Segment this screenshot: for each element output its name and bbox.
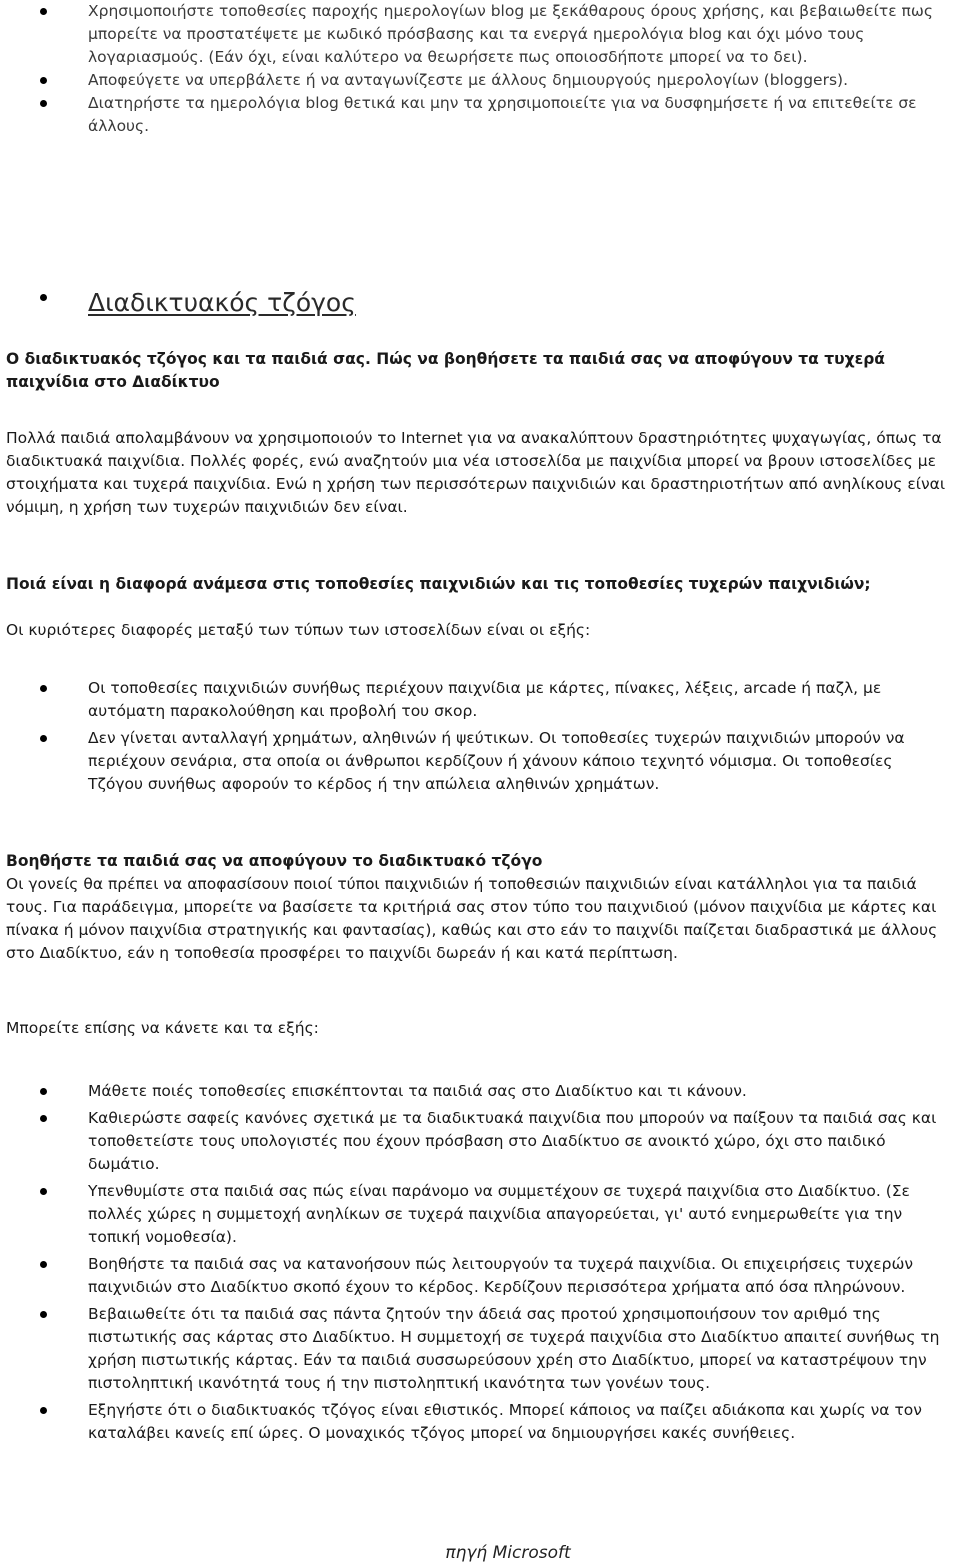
list-item [0,286,960,320]
list-item-text: Μάθετε ποιές τοποθεσίες επισκέπτονται τα παιδιά σας στο Διαδίκτυο και τι κάνουν. [88,1082,747,1100]
list-item-text: Βεβαιωθείτε ότι τα παιδιά σας πάντα ζητούν την άδειά σας προτού χρησιμοποιήσουν τον αριθμό της πιστωτικής σας κάρτας στο Διαδίκτυο. Η συμμετοχή σε τυχερά παιχνίδια στο Διαδίκτυο απαιτεί συνήθως τη χρήση πιστωτικής κάρτας. Εάν τα παιδιά συσσωρεύσουν χρέη στο Διαδίκτυο, μπορεί να καταστρέψουν την πιστοληπτική ικανότητά τους ή την πιστοληπτική ικανότητα των γονέων τους. [88,1305,940,1392]
list-item [0,1080,960,1103]
list-item [0,1253,960,1299]
list-item [0,69,960,92]
list-item-text: Χρησιμοποιήστε τοποθεσίες παροχής ημερολογίων blog με ξεκάθαρους όρους χρήσης, και βεβαιωθείτε πως μπορείτε να προστατέψετε με κωδικό πρόσβασης και τα ενεργά ημερολόγια blog και όχι μόνο τους λογαριασμούς. (Εάν όχι, είναι καλύτερο να θεωρήσετε πως οποιοσδήποτε μπορεί να το δει). [88,2,933,66]
list-item [0,1180,960,1249]
help-title: Βοηθήστε τα παιδιά σας να αποφύγουν το διαδικτυακό τζόγο [6,852,543,870]
list-item-text: Υπενθυμίστε στα παιδιά σας πώς είναι παράνομο να συμμετέχουν σε τυχερά παιχνίδια στο Διαδίκτυο. (Σε πολλές χώρες η συμμετοχή ανηλίκων σε τυχερά παιχνίδια απαγορεύεται, γι' αυτό ενημερωθείτε για την τοπική νομοθεσία). [88,1182,910,1246]
section-heading-link[interactable]: Διαδικτυακός τζόγος [88,288,356,317]
list-item-text: Βοηθήστε τα παιδιά σας να κατανοήσουν πώς λειτουργούν τα τυχερά παιχνίδια. Οι επιχειρήσεις τυχερών παιχνιδιών στο Διαδίκτυο σκοπό έχουν το κέρδος. Κερδίζουν περισσότερα χρήματα από όσα πληρώνουν. [88,1255,914,1296]
source-credit: πηγή Microsoft [445,1543,571,1563]
difference-title: Ποιά είναι η διαφορά ανάμεσα στις τοποθεσίες παιχνιδιών και τις τοποθεσίες τυχερών παιχνιδιών; [6,575,871,593]
intro-paragraph: Πολλά παιδιά απολαμβάνουν να χρησιμοποιούν το Internet για να ανακαλύπτουν δραστηριότητες ψυχαγωγίας, όπως τα διαδικτυακά παιχνίδια. Πολλές φορές, ενώ αναζητούν μια νέα ιστοσελίδα με παιχνίδια μπορεί να βρουν ιστοσελίδες με στοιχήματα και τυχερά παιχνίδια. Ενώ η χρήση των περισσότερων παιχνιδιών και δραστηριοτήτων από ανηλίκους είναι νόμιμη, η χρήση των τυχερών παιχνιδιών δεν είναι. [6,429,946,516]
blog-guidelines-list [0,0,960,138]
intro-title: Ο διαδικτυακός τζόγος και τα παιδιά σας. Πώς να βοηθήσετε τα παιδιά σας να αποφύγουν τα τυχερά παιχνίδια στο Διαδίκτυο [6,350,885,391]
list-item [0,677,960,723]
difference-subtitle: Οι κυριότερες διαφορές μεταξύ των τύπων των ιστοσελίδων είναι οι εξής: [6,621,591,639]
games-differences-list [0,677,960,800]
list-item-text: Διατηρήστε τα ημερολόγια blog θετικά και μην τα χρησιμοποιείτε για να δυσφημήσετε ή να επιτεθείτε σε άλλους. [88,94,917,135]
list-item-text: Καθιερώστε σαφείς κανόνες σχετικά με τα διαδικτυακά παιχνίδια που μπορούν να παίξουν τα παιδιά σας και τοποθετείστε τους υπολογιστές που έχουν πρόσβαση στο Διαδίκτυο σε ανοικτό χώρο, όχι στο παιδικό δωμάτιο. [88,1109,937,1173]
list-item [0,92,960,138]
list-item [0,727,960,796]
tips-list [0,1080,960,1449]
section-heading-list [0,286,960,320]
list-item-text: Αποφεύγετε να υπερβάλετε ή να ανταγωνίζεστε με άλλους δημιουργούς ημερολογίων (bloggers). [88,71,848,89]
list-item-text: Οι τοποθεσίες παιχνιδιών συνήθως περιέχουν παιχνίδια με κάρτες, πίνακες, λέξεις, arcade ή παζλ, με αυτόματη παρακολούθηση και προβολή του σκορ. [88,679,882,720]
help-paragraph: Οι γονείς θα πρέπει να αποφασίσουν ποιοί τύποι παιχνιδιών ή τοποθεσιών παιχνιδιών είναι κατάλληλοι για τα παιδιά τους. Για παράδειγμα, μπορείτε να βασίσετε τα κριτήριά σας στον τύπο του παιχνιδιού (μόνον παιχνίδια με κάρτες και πίνακα ή μόνον παιχνίδια στρατηγικής και φαντασίας), καθώς και στο εάν το παιχνίδι παίζεται διαδραστικά με άλλους στο Διαδίκτυο, εάν η τοποθεσία προσφέρει το παιχνίδι δωρεάν ή και κατά περίπτωση. [6,875,938,962]
list-item [0,1303,960,1395]
list-item [0,1399,960,1445]
list-item [0,0,960,69]
list-item [0,1107,960,1176]
list-item-text: Εξηγήστε ότι ο διαδικτυακός τζόγος είναι εθιστικός. Μπορεί κάποιος να παίζει αδιάκοπα και χωρίς να τον καταλάβει κανείς επί ώρες. Ο μοναχικός τζόγος μπορεί να δημιουργήσει κακές συνήθειες. [88,1401,922,1442]
list-item-text: Δεν γίνεται ανταλλαγή χρημάτων, αληθινών ή ψεύτικων. Οι τοποθεσίες τυχερών παιχνιδιών μπορούν να περιέχουν σενάρια, στα οποία οι άνθρωποι κερδίζουν ή χάνουν κάποιο τεχνητό νόμισμα. Οι τοποθεσίες Τζόγου συνήθως αφορούν το κέρδος ή την απώλεια αληθινών χρημάτων. [88,729,905,793]
also-text: Μπορείτε επίσης να κάνετε και τα εξής: [6,1019,319,1037]
